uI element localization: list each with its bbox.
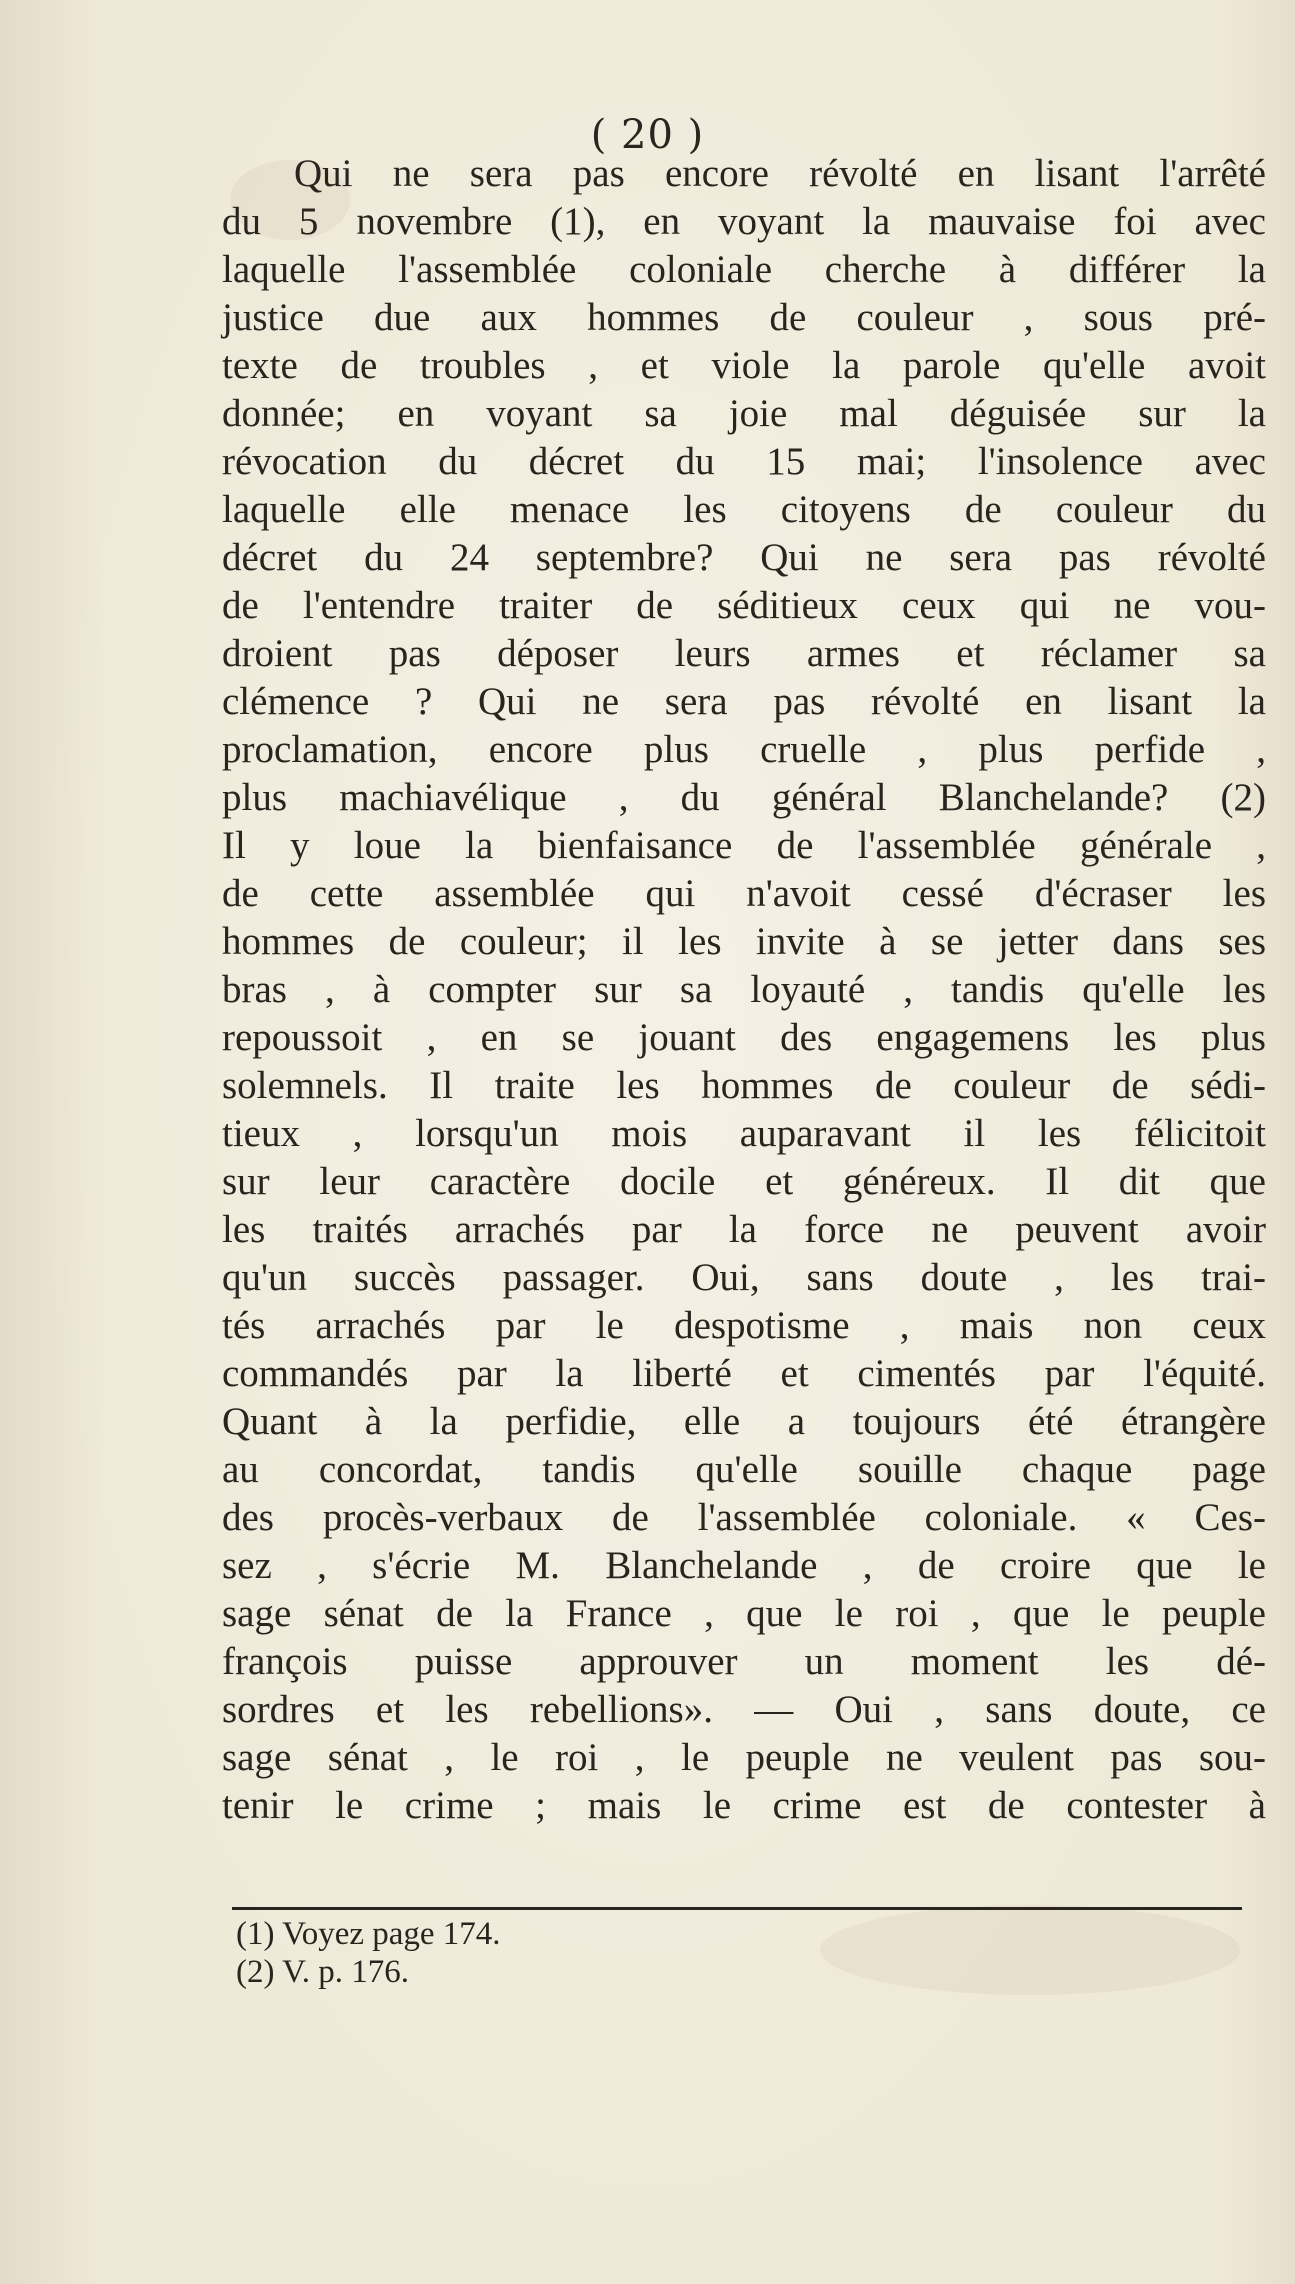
footnote: (1) Voyez page 174.: [236, 1916, 501, 1952]
text-line: des procès-verbaux de l'assemblée coloniale. « Ces-: [222, 1496, 1266, 1539]
text-line: Quant à la perfidie, elle a toujours été étrangère: [222, 1400, 1266, 1443]
text-line: sur leur caractère docile et généreux. Il dit que: [222, 1160, 1266, 1203]
body-text: [222, 150, 1266, 1830]
text-line: Qui ne sera pas encore révolté en lisant l'arrêté: [294, 152, 1266, 195]
text-line: plus machiavélique , du général Blanchelande? (2): [222, 776, 1266, 819]
text-line: françois puisse approuver un moment les dé-: [222, 1640, 1266, 1683]
text-line: sez , s'écrie M. Blanchelande , de croire que le: [222, 1544, 1266, 1587]
text-line: justice due aux hommes de couleur , sous pré-: [222, 296, 1266, 339]
text-line: au concordat, tandis qu'elle souille chaque page: [222, 1448, 1266, 1491]
text-line: sage sénat de la France , que le roi , que le peuple: [222, 1592, 1266, 1635]
text-line: laquelle elle menace les citoyens de couleur du: [222, 488, 1266, 531]
text-line: clémence ? Qui ne sera pas révolté en lisant la: [222, 680, 1266, 723]
text-line: laquelle l'assemblée coloniale cherche à différer la: [222, 248, 1266, 291]
footnote: (2) V. p. 176.: [236, 1954, 409, 1990]
text-line: de cette assemblée qui n'avoit cessé d'écraser les: [222, 872, 1266, 915]
text-line: tenir le crime ; mais le crime est de contester à: [222, 1784, 1266, 1827]
text-line: donnée; en voyant sa joie mal déguisée sur la: [222, 392, 1266, 435]
text-line: proclamation, encore plus cruelle , plus perfide ,: [222, 728, 1266, 771]
text-line: commandés par la liberté et cimentés par l'équité.: [222, 1352, 1266, 1395]
page-number: ( 20 ): [590, 112, 705, 158]
text-line: hommes de couleur; il les invite à se jetter dans ses: [222, 920, 1266, 963]
text-line: texte de troubles , et viole la parole qu'elle avoit: [222, 344, 1266, 387]
text-line: tieux , lorsqu'un mois auparavant il les félicitoit: [222, 1112, 1266, 1155]
text-line: sage sénat , le roi , le peuple ne veulent pas sou-: [222, 1736, 1266, 1779]
text-line: repoussoit , en se jouant des engagemens les plus: [222, 1016, 1266, 1059]
text-line: les traités arrachés par la force ne peuvent avoir: [222, 1208, 1266, 1251]
text-line: qu'un succès passager. Oui, sans doute , les trai-: [222, 1256, 1266, 1299]
text-line: tés arrachés par le despotisme , mais non ceux: [222, 1304, 1266, 1347]
footnotes: [236, 1915, 501, 1991]
text-line: sordres et les rebellions». — Oui , sans doute, ce: [222, 1688, 1266, 1731]
text-line: de l'entendre traiter de séditieux ceux qui ne vou-: [222, 584, 1266, 627]
footnote-rule: [232, 1907, 1242, 1910]
paper-stain: [820, 1905, 1240, 1995]
text-line: du 5 novembre (1), en voyant la mauvaise foi avec: [222, 200, 1266, 243]
text-line: bras , à compter sur sa loyauté , tandis qu'elle les: [222, 968, 1266, 1011]
text-line: Il y loue la bienfaisance de l'assemblée générale ,: [222, 824, 1266, 867]
text-line: solemnels. Il traite les hommes de couleur de sédi-: [222, 1064, 1266, 1107]
text-line: révocation du décret du 15 mai; l'insolence avec: [222, 440, 1266, 483]
text-line: décret du 24 septembre? Qui ne sera pas révolté: [222, 536, 1266, 579]
text-line: droient pas déposer leurs armes et réclamer sa: [222, 632, 1266, 675]
